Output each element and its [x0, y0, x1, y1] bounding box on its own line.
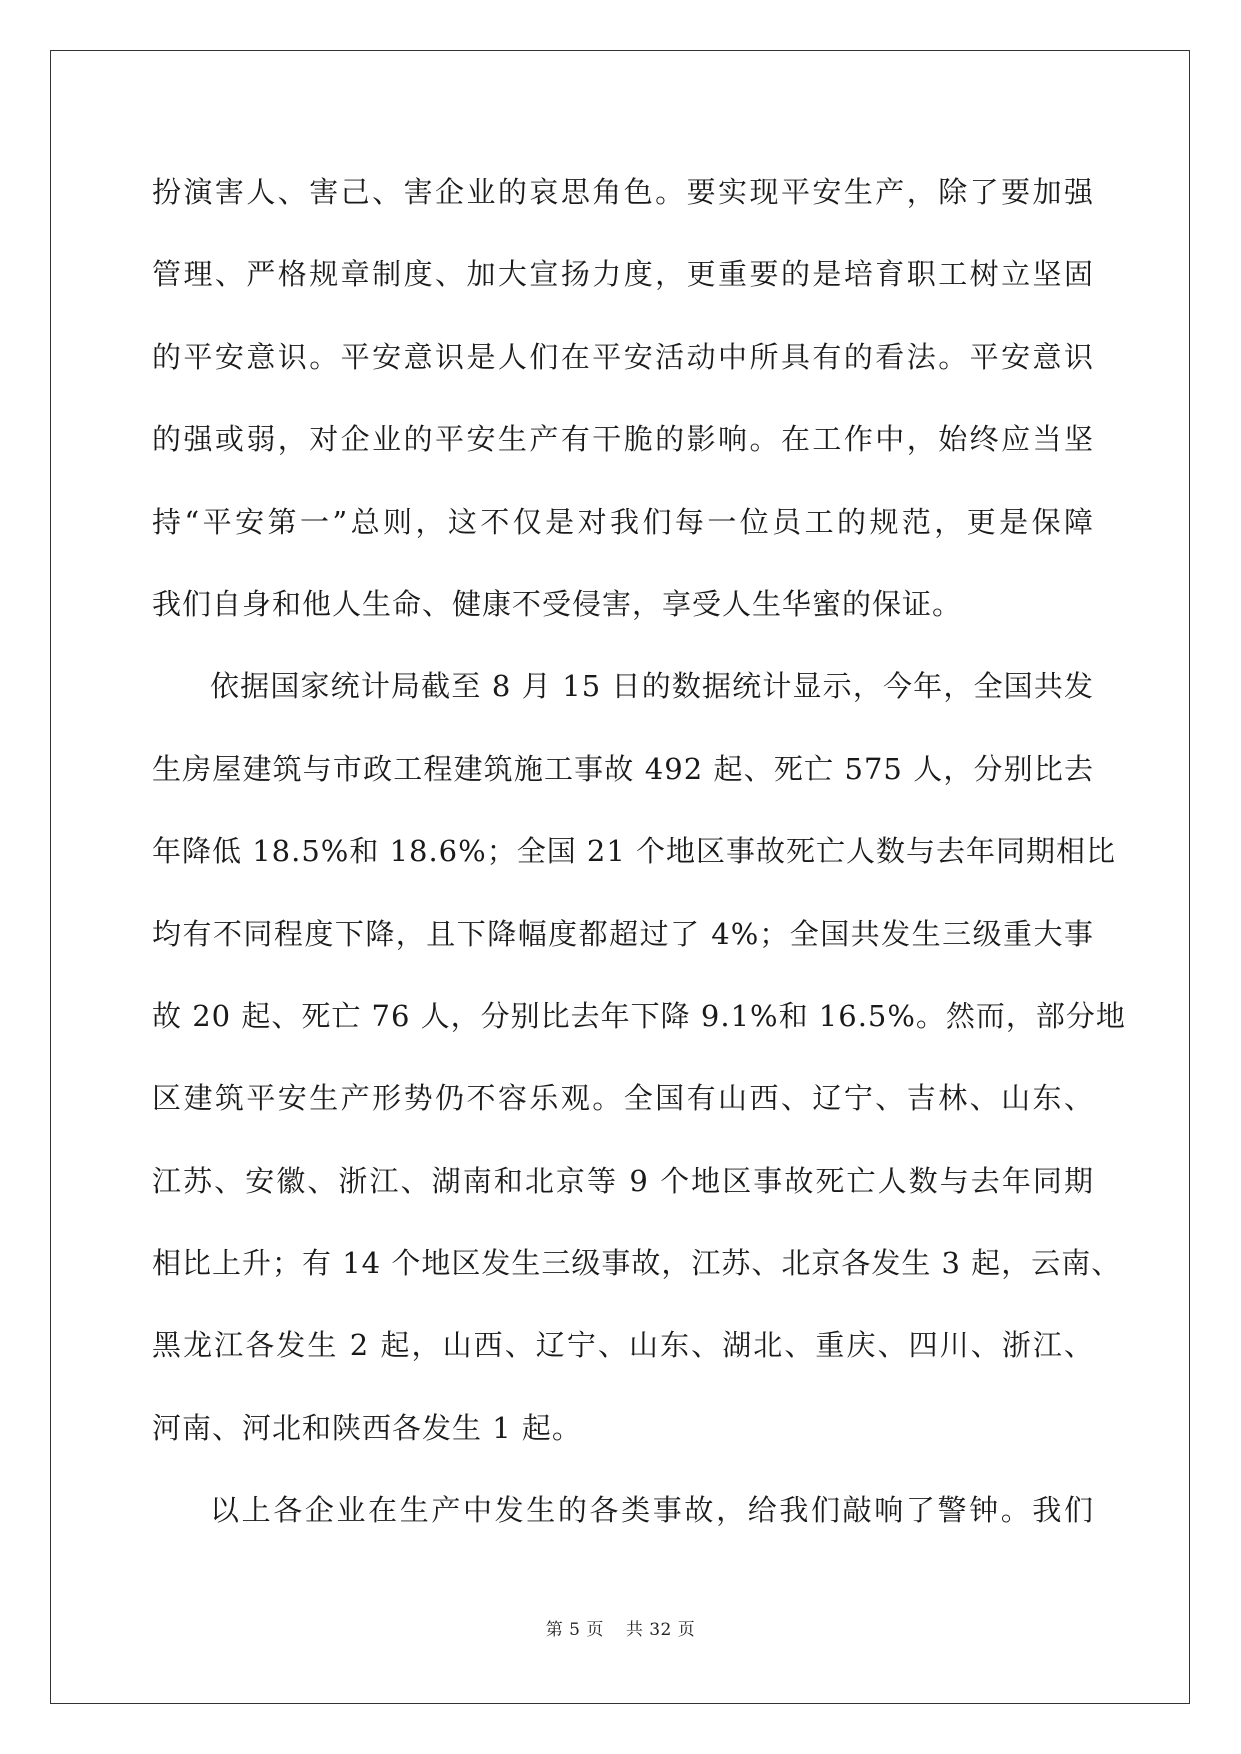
text-line: 的强或弱，对企业的平安生产有干脆的影响。在工作中，始终应当坚 — [152, 422, 1094, 457]
document-body — [152, 164, 1126, 1565]
text-line: 以上各企业在生产中发生的各类事故，给我们敲响了警钟。我们 — [210, 1493, 1094, 1528]
text-line: 河南、河北和陕西各发生 1 起。 — [152, 1410, 582, 1445]
text-line: 依据国家统计局截至 8 月 15 日的数据统计显示，今年，全国共发 — [210, 669, 1094, 704]
text-line: 的平安意识。平安意识是人们在平安活动中所具有的看法。平安意识 — [152, 339, 1094, 374]
text-line: 持“平安第一”总则，这不仅是对我们每一位员工的规范，更是保障 — [152, 504, 1094, 539]
text-line: 故 20 起、死亡 76 人，分别比去年下降 9.1%和 16.5%。然而，部分地 — [152, 998, 1126, 1033]
page-number: 第 5 页 — [545, 1620, 604, 1640]
text-line: 均有不同程度下降，且下降幅度都超过了 4%；全国共发生三级重大事 — [152, 916, 1094, 951]
text-line: 江苏、安徽、浙江、湖南和北京等 9 个地区事故死亡人数与去年同期 — [152, 1163, 1094, 1198]
text-line: 我们自身和他人生命、健康不受侵害，享受人生华蜜的保证。 — [152, 586, 963, 621]
page-footer — [0, 1615, 1241, 1640]
text-line: 扮演害人、害己、害企业的哀思角色。要实现平安生产，除了要加强 — [152, 175, 1094, 209]
text-line: 管理、严格规章制度、加大宣扬力度，更重要的是培育职工树立坚固 — [152, 257, 1094, 292]
text-line: 相比上升；有 14 个地区发生三级事故，江苏、北京各发生 3 起，云南、 — [152, 1246, 1122, 1281]
text-line: 黑龙江各发生 2 起，山西、辽宁、山东、湖北、重庆、四川、浙江、 — [152, 1328, 1094, 1363]
text-line: 区建筑平安生产形势仍不容乐观。全国有山西、辽宁、吉林、山东、 — [152, 1081, 1094, 1116]
text-line: 生房屋建筑与市政工程建筑施工事故 492 起、死亡 575 人，分别比去 — [152, 751, 1094, 786]
text-line: 年降低 18.5%和 18.6%；全国 21 个地区事故死亡人数与去年同期相比 — [152, 834, 1117, 869]
page-total: 共 32 页 — [625, 1620, 696, 1640]
